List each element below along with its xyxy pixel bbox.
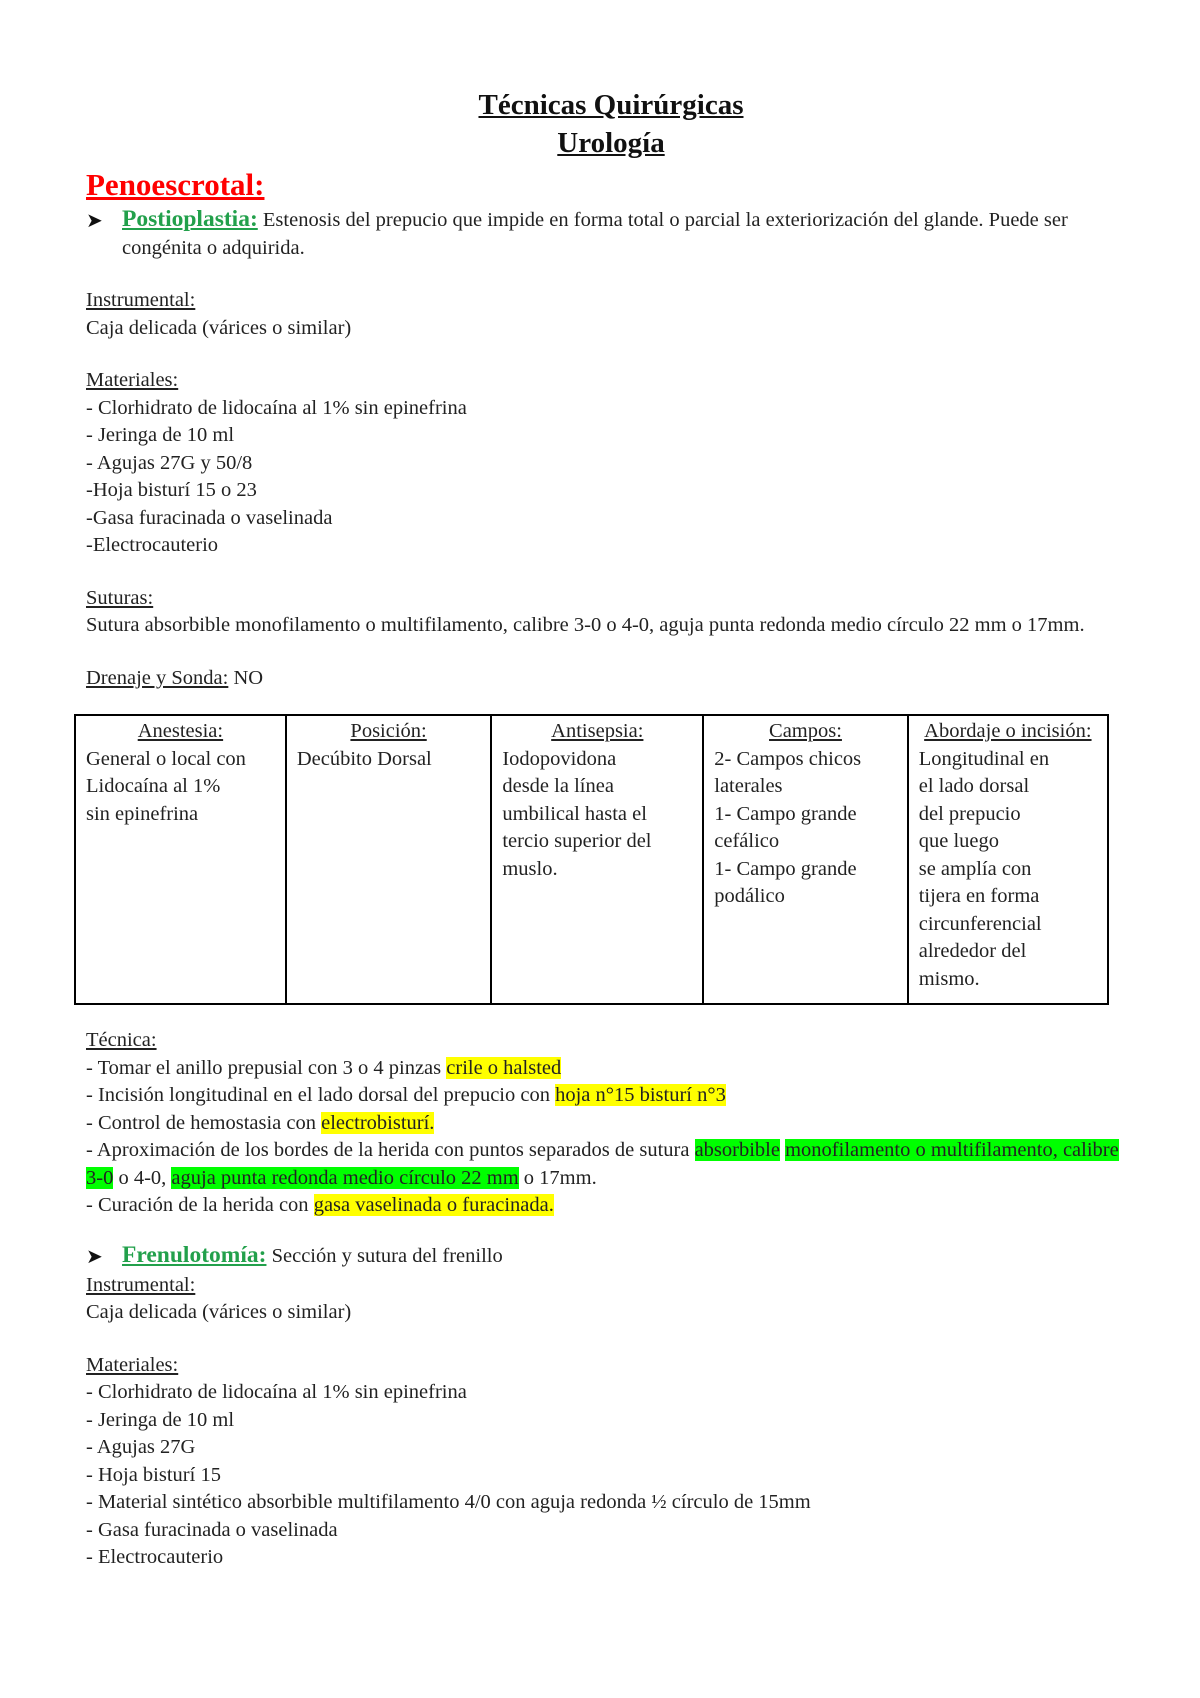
table-cell-line: sin epinefrina (86, 802, 199, 825)
materiales-item: - Hoja bisturí 15 (86, 1463, 221, 1486)
arrowhead-bullet-icon: ➤ (86, 210, 103, 232)
table-cell-posicion (286, 715, 492, 1004)
table-cell-line: 1- Campo grande (714, 857, 857, 880)
materiales-item: - Gasa furacinada o vaselinada (86, 1518, 338, 1541)
instrumental-block (86, 1272, 1136, 1327)
materiales-item: -Gasa furacinada o vaselinada (86, 506, 333, 529)
materiales-item: - Material sintético absorbible multifilamento 4/0 con aguja redonda ½ círculo de 15mm (86, 1491, 811, 1513)
table-header: Posición: (350, 720, 427, 742)
materiales-item: - Jeringa de 10 ml (86, 1408, 235, 1431)
table-header: Abordaje o incisión: (924, 720, 1092, 742)
tecnica-step (86, 1137, 1136, 1192)
instrumental-label: Instrumental: (86, 1273, 196, 1296)
materiales-item: -Hoja bisturí 15 o 23 (86, 479, 257, 501)
highlight-green: aguja punta redonda medio círculo 22 mm (171, 1166, 519, 1189)
highlight-green: monofilamento o multifilamento, calibre (785, 1139, 1119, 1161)
procedure-table (74, 714, 1109, 1005)
table-cell-line: podálico (714, 885, 785, 907)
materiales-item: - Clorhidrato de lidocaína al 1% sin epinefrina (86, 1381, 467, 1403)
table-cell-abordaje (908, 715, 1108, 1004)
highlight-yellow: electrobisturí. (321, 1111, 435, 1134)
section-heading: Penoescrotal: (86, 167, 265, 202)
procedure-description: Estenosis del prepucio que impide en forma total o parcial la exteriorización del glande. Puede ser congénita o adquirida. (122, 209, 1068, 259)
table-cell-line: cefálico (714, 830, 780, 852)
tecnica-step (86, 1110, 1136, 1138)
materiales-item: - Agujas 27G y 50/8 (86, 451, 253, 474)
suturas-value: Sutura absorbible monofilamento o multifilamento, calibre 3-0 o 4-0, aguja punta redonda medio círculo 22 mm o 17mm. (86, 614, 1085, 636)
table-cell-line: mismo. (918, 967, 980, 990)
table-cell-line: tijera en forma (918, 885, 1040, 907)
procedure-frenulotomia (86, 1242, 1136, 1272)
procedure-title: Frenulotomía: (122, 1241, 267, 1268)
materiales-block (86, 367, 1136, 560)
table-cell-line: circunferencial (918, 912, 1042, 935)
table-cell-line: muslo. (502, 857, 558, 880)
arrowhead-bullet-icon: ➤ (86, 1245, 103, 1268)
tecnica-block (86, 1027, 1136, 1220)
instrumental-value: Caja delicada (várices o similar) (86, 316, 352, 339)
tecnica-step-text: o 4-0, (113, 1166, 172, 1189)
highlight-yellow: hoja n°15 bisturí n°3 (555, 1084, 726, 1106)
suturas-label: Suturas: (86, 586, 154, 609)
procedure-description: Sección y sutura del frenillo (266, 1244, 503, 1267)
table-cell-line: desde la línea (502, 775, 614, 797)
table-row (75, 715, 1108, 1004)
instrumental-block (86, 287, 1136, 342)
tecnica-step-text: - Incisión longitudinal en el lado dorsal del prepucio con (86, 1084, 556, 1106)
drenaje-value: NO (228, 666, 264, 689)
materiales-label: Materiales: (86, 1353, 179, 1376)
table-cell-line: Lidocaína al 1% (86, 775, 221, 797)
tecnica-label: Técnica: (86, 1029, 157, 1051)
table-header: Anestesia: (137, 720, 224, 742)
materiales-block (86, 1352, 1136, 1572)
table-cell-line: umbilical hasta el (502, 802, 647, 825)
tecnica-step (86, 1192, 1136, 1220)
highlight-yellow: gasa vaselinada o furacinada. (313, 1194, 554, 1216)
tecnica-step-text: - Control de hemostasia con (86, 1111, 322, 1134)
drenaje-label: Drenaje y Sonda: (86, 666, 229, 689)
table-cell-line: laterales (714, 775, 783, 797)
instrumental-value: Caja delicada (várices o similar) (86, 1301, 352, 1323)
tecnica-step (86, 1055, 1136, 1083)
table-cell-line: del prepucio (918, 802, 1021, 825)
table-cell-line: General o local con (86, 747, 246, 770)
procedure-title: Postioplastia: (122, 206, 258, 232)
tecnica-step-text: - Tomar el anillo prepusial con 3 o 4 pinzas (86, 1056, 447, 1079)
table-cell-line: el lado dorsal (918, 775, 1030, 797)
table-cell-line: se amplía con (918, 857, 1032, 880)
title-line-1: Técnicas Quirúrgicas (478, 89, 744, 121)
table-header: Campos: (769, 720, 842, 742)
materiales-item: - Jeringa de 10 ml (86, 424, 235, 446)
highlight-green: 3-0 (86, 1166, 114, 1189)
table-cell-line: alrededor del (918, 940, 1027, 962)
table-cell-line: que luego (918, 830, 999, 852)
table-cell-line: Iodopovidona (502, 747, 617, 770)
materiales-label: Materiales: (86, 369, 179, 391)
procedure-postioplastia (86, 206, 1136, 262)
tecnica-step-text: o 17mm. (518, 1166, 597, 1189)
drenaje-block (86, 665, 1136, 693)
suturas-block (86, 585, 1136, 640)
materiales-item: - Clorhidrato de lidocaína al 1% sin epinefrina (86, 396, 467, 419)
table-cell-line: Decúbito Dorsal (296, 747, 432, 770)
title-line-2: Urología (557, 127, 665, 159)
instrumental-label: Instrumental: (86, 289, 196, 311)
table-cell-line: 2- Campos chicos (714, 747, 862, 770)
table-cell-antisepsia (491, 715, 703, 1004)
table-cell-line: 1- Campo grande (714, 802, 857, 825)
highlight-yellow: crile o halsted (446, 1056, 562, 1079)
table-cell-campos (703, 715, 907, 1004)
document-page (86, 86, 1136, 1572)
materiales-item: - Agujas 27G (86, 1436, 196, 1458)
table-cell-anestesia (75, 715, 286, 1004)
tecnica-step-text: - Aproximación de los bordes de la herida con puntos separados de sutura (86, 1139, 695, 1161)
table-header: Antisepsia: (551, 720, 644, 742)
procedure-intro (122, 1242, 1136, 1271)
table-cell-line: Longitudinal en (918, 747, 1050, 770)
tecnica-step (86, 1082, 1136, 1110)
procedure-intro (122, 206, 1136, 262)
materiales-item: -Electrocauterio (86, 534, 219, 556)
table-cell-line: tercio superior del (502, 830, 652, 852)
highlight-green: absorbible (694, 1139, 780, 1161)
document-title (86, 86, 1136, 162)
tecnica-step-text: - Curación de la herida con (86, 1194, 314, 1216)
materiales-item: - Electrocauterio (86, 1546, 224, 1568)
